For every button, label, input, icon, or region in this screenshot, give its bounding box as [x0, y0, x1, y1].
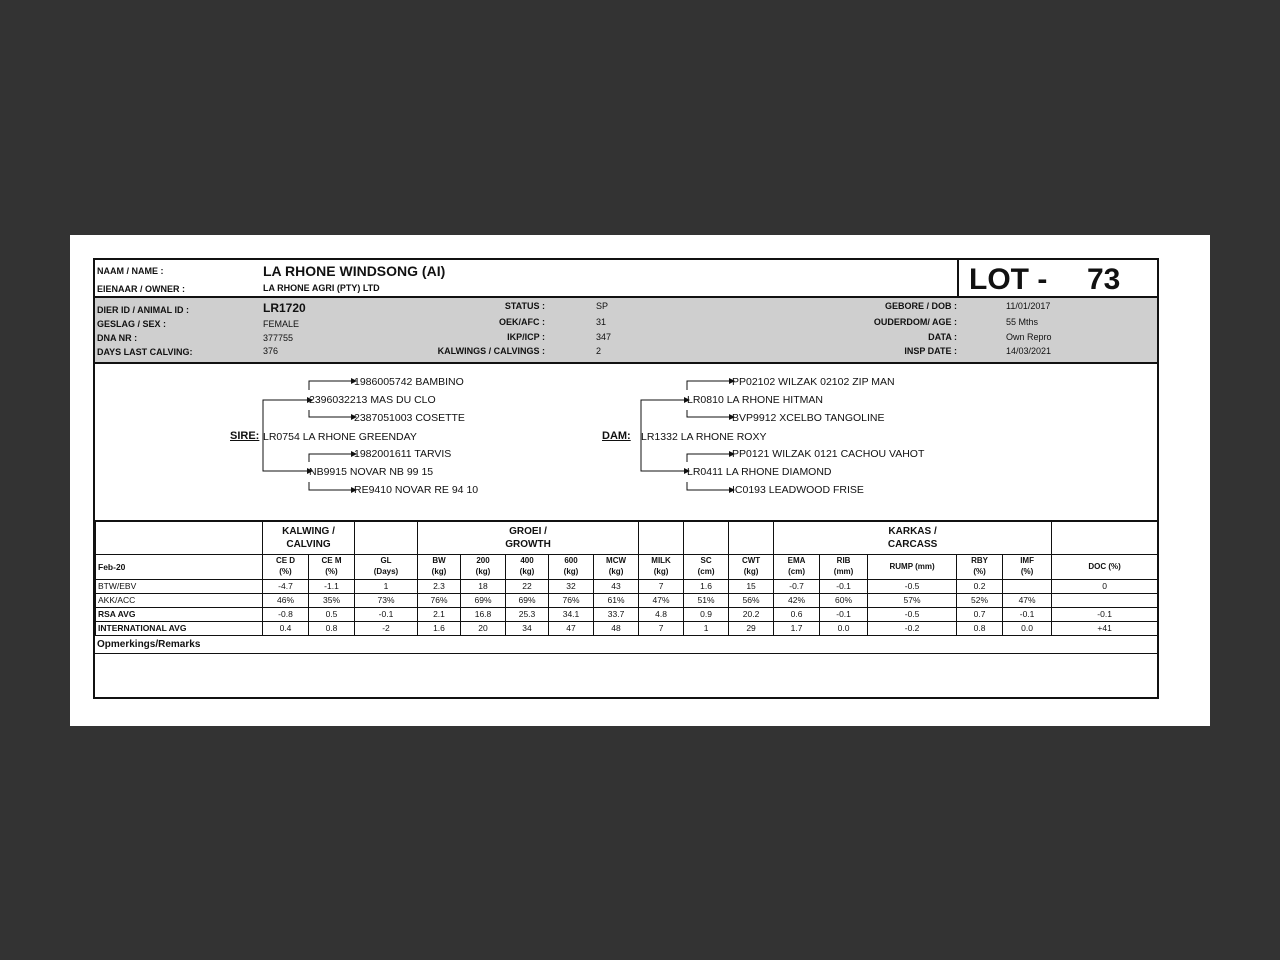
ebv-col-header: 400 (kg): [506, 555, 549, 580]
ebv-group-header-row: [96, 521, 1158, 555]
ebv-cell: -0.8: [263, 608, 309, 622]
ebv-col-header: MILK (kg): [639, 555, 684, 580]
lot-card: [93, 258, 1159, 699]
days-calving-value: 376: [263, 346, 279, 356]
ebv-cell: +41: [1052, 622, 1158, 636]
data-label: DATA :: [928, 332, 957, 342]
sire-dam-sire: 1982001611 TARVIS: [354, 448, 452, 460]
ebv-cell: 76%: [549, 594, 594, 608]
ebv-cell: 1.7: [774, 622, 820, 636]
dam-dam-dam: IC0193 LEADWOOD FRISE: [732, 484, 864, 496]
calvings-value: 2: [596, 346, 602, 356]
ebv-cell: 15: [729, 580, 774, 594]
ebv-row-label: INTERNATIONAL AVG: [96, 622, 263, 636]
dam-sire-sire: PP02102 WILZAK 02102 ZIP MAN: [732, 376, 895, 388]
insp-date-value: 14/03/2021: [1006, 346, 1052, 356]
ebv-cell: 0: [1052, 580, 1158, 594]
ebv-cell: 2.3: [418, 580, 461, 594]
calvings-label: KALWINGS / CALVINGS :: [437, 346, 545, 356]
ebv-cell: 35%: [309, 594, 355, 608]
lot-label: LOT -: [969, 263, 1048, 296]
age-label: OUDERDOM/ AGE :: [873, 317, 957, 327]
ebv-cell: [1052, 594, 1158, 608]
animal-id-label: DIER ID / ANIMAL ID :: [97, 305, 189, 315]
status-label: STATUS :: [504, 301, 545, 311]
ebv-row: [96, 580, 1158, 594]
cwt-group-spacer: [729, 521, 774, 555]
sire-label: SIRE:: [230, 430, 260, 442]
remarks-bar: [95, 635, 1157, 654]
ebv-col-header: BW (kg): [418, 555, 461, 580]
ebv-cell: 18: [461, 580, 506, 594]
doc-group-spacer: [1052, 521, 1158, 555]
ebv-col-header: 600 (kg): [549, 555, 594, 580]
ebv-col-header: CWT (kg): [729, 555, 774, 580]
dam-sire: LR0810 LA RHONE HITMAN: [687, 394, 823, 406]
ebv-cell: 56%: [729, 594, 774, 608]
dna-label: DNA NR :: [97, 333, 138, 343]
sex-label: GESLAG / SEX :: [97, 319, 167, 329]
days-calving-label: DAYS LAST CALVING:: [97, 347, 193, 357]
ebv-corner-cell: [96, 521, 263, 555]
ebv-cell: 1.6: [418, 622, 461, 636]
ebv-cell: 51%: [684, 594, 729, 608]
animal-info-band: [95, 296, 1157, 364]
sire-sire-dam: 2387051003 COSETTE: [354, 412, 465, 424]
name-label: NAAM / NAME :: [97, 266, 164, 276]
ebv-cell: 47%: [1003, 594, 1052, 608]
ebv-cell: 7: [639, 580, 684, 594]
ebv-column-header-row: [96, 555, 1158, 580]
icp-value: 347: [596, 332, 612, 342]
ebv-cell: 47%: [639, 594, 684, 608]
sire-sire: 2396032213 MAS DU CLO: [309, 394, 436, 406]
owner-label: EIENAAR / OWNER :: [97, 284, 186, 294]
document-page: [70, 235, 1210, 726]
ebv-cell: -0.1: [1052, 608, 1158, 622]
ebv-cell: 7: [639, 622, 684, 636]
age-value: 55 Mths: [1006, 317, 1039, 327]
ebv-col-header: DOC (%): [1052, 555, 1158, 580]
ebv-cell: 25.3: [506, 608, 549, 622]
sc-group-spacer: [684, 521, 729, 555]
ebv-cell: 1: [355, 580, 418, 594]
sire-dam-dam: RE9410 NOVAR RE 94 10: [354, 484, 479, 496]
ebv-col-header: EMA (cm): [774, 555, 820, 580]
icp-label: IKP/ICP :: [507, 332, 545, 342]
ebv-row-label: BTW/EBV: [96, 580, 263, 594]
dam-name: LR1332 LA RHONE ROXY: [641, 431, 767, 443]
ebv-cell: 0.0: [1003, 622, 1052, 636]
ebv-col-header: IMF (%): [1003, 555, 1052, 580]
dna-value: 377755: [263, 333, 294, 343]
animal-id-value: LR1720: [263, 301, 306, 315]
pedigree-section: [95, 362, 1157, 520]
dob-value: 11/01/2017: [1006, 301, 1051, 311]
data-value: Own Repro: [1006, 332, 1052, 342]
ebv-cell: 61%: [594, 594, 639, 608]
ebv-table: [95, 520, 1158, 636]
milk-group-spacer: [639, 521, 684, 555]
ebv-cell: 0.0: [820, 622, 868, 636]
sex-value: FEMALE: [263, 319, 300, 329]
ebv-cell: 0.8: [957, 622, 1003, 636]
lot-number: 73: [1087, 263, 1121, 296]
ebv-col-header: RBY (%): [957, 555, 1003, 580]
owner-value: LA RHONE AGRI (PTY) LTD: [263, 283, 380, 293]
ebv-cell: 48: [594, 622, 639, 636]
ebv-cell: 0.8: [309, 622, 355, 636]
ebv-period: Feb-20: [96, 555, 263, 580]
ebv-row-label: RSA AVG: [96, 608, 263, 622]
ebv-col-header: SC (cm): [684, 555, 729, 580]
ebv-cell: 0.4: [263, 622, 309, 636]
ebv-cell: 20: [461, 622, 506, 636]
carcass-group-header: KARKAS / CARCASS: [774, 521, 1052, 555]
ebv-cell: 42%: [774, 594, 820, 608]
ebv-cell: -0.1: [820, 580, 868, 594]
ebv-cell: 57%: [868, 594, 957, 608]
ebv-cell: 43: [594, 580, 639, 594]
ebv-cell: 46%: [263, 594, 309, 608]
dam-dam-sire: PP0121 WILZAK 0121 CACHOU VAHOT: [732, 448, 925, 460]
ebv-col-header: MCW (kg): [594, 555, 639, 580]
ebv-row-label: AKK/ACC: [96, 594, 263, 608]
sire-sire-sire: 1986005742 BAMBINO: [354, 376, 464, 388]
ebv-col-header: CE M (%): [309, 555, 355, 580]
dob-label: GEBORE / DOB :: [884, 301, 957, 311]
afc-label: OEK/AFC :: [499, 317, 545, 327]
ebv-cell: -4.7: [263, 580, 309, 594]
sire-dam: NB9915 NOVAR NB 99 15: [309, 466, 434, 478]
ebv-cell: 0.9: [684, 608, 729, 622]
animal-name: LA RHONE WINDSONG (AI): [263, 263, 446, 279]
ebv-cell: -0.1: [355, 608, 418, 622]
lot-box: [957, 260, 1159, 296]
ebv-cell: 34.1: [549, 608, 594, 622]
ebv-cell: -0.1: [1003, 608, 1052, 622]
afc-value: 31: [596, 317, 607, 327]
ebv-cell: 73%: [355, 594, 418, 608]
ebv-cell: 20.2: [729, 608, 774, 622]
calving-group-header: KALWING / CALVING: [263, 521, 355, 555]
sire-name: LR0754 LA RHONE GREENDAY: [263, 431, 417, 443]
ebv-cell: 0.6: [774, 608, 820, 622]
ebv-cell: 60%: [820, 594, 868, 608]
ebv-cell: 0.7: [957, 608, 1003, 622]
ebv-cell: 33.7: [594, 608, 639, 622]
ebv-cell: -0.1: [820, 608, 868, 622]
ebv-col-header: CE D (%): [263, 555, 309, 580]
ebv-cell: 0.2: [957, 580, 1003, 594]
ebv-cell: 76%: [418, 594, 461, 608]
ebv-col-header: RUMP (mm): [868, 555, 957, 580]
ebv-col-header: RIB (mm): [820, 555, 868, 580]
ebv-cell: -0.7: [774, 580, 820, 594]
ebv-col-header: 200 (kg): [461, 555, 506, 580]
growth-group-header: GROEI / GROWTH: [418, 521, 639, 555]
ebv-cell: 69%: [506, 594, 549, 608]
dam-label: DAM:: [602, 430, 631, 442]
ebv-cell: -0.2: [868, 622, 957, 636]
remarks-label: Opmerkings/Remarks: [97, 639, 201, 650]
ebv-cell: -1.1: [309, 580, 355, 594]
status-value: SP: [596, 301, 609, 311]
ebv-cell: 22: [506, 580, 549, 594]
dam-dam: LR0411 LA RHONE DIAMOND: [687, 466, 832, 478]
ebv-cell: 47: [549, 622, 594, 636]
ebv-col-header: GL (Days): [355, 555, 418, 580]
ebv-row: [96, 594, 1158, 608]
ebv-cell: 2.1: [418, 608, 461, 622]
ebv-row: [96, 622, 1158, 636]
ebv-cell: -0.5: [868, 608, 957, 622]
ebv-cell: -0.5: [868, 580, 957, 594]
ebv-cell: 1.6: [684, 580, 729, 594]
ebv-cell: [1003, 580, 1052, 594]
ebv-cell: 34: [506, 622, 549, 636]
ebv-row: [96, 608, 1158, 622]
insp-date-label: INSP DATE :: [904, 346, 957, 356]
ebv-cell: 1: [684, 622, 729, 636]
ebv-cell: 0.5: [309, 608, 355, 622]
ebv-cell: 52%: [957, 594, 1003, 608]
ebv-cell: 29: [729, 622, 774, 636]
ebv-cell: 69%: [461, 594, 506, 608]
ebv-cell: 16.8: [461, 608, 506, 622]
ebv-cell: 32: [549, 580, 594, 594]
gl-group-spacer: [355, 521, 418, 555]
dam-sire-dam: BVP9912 XCELBO TANGOLINE: [732, 412, 885, 424]
ebv-cell: 4.8: [639, 608, 684, 622]
ebv-cell: -2: [355, 622, 418, 636]
